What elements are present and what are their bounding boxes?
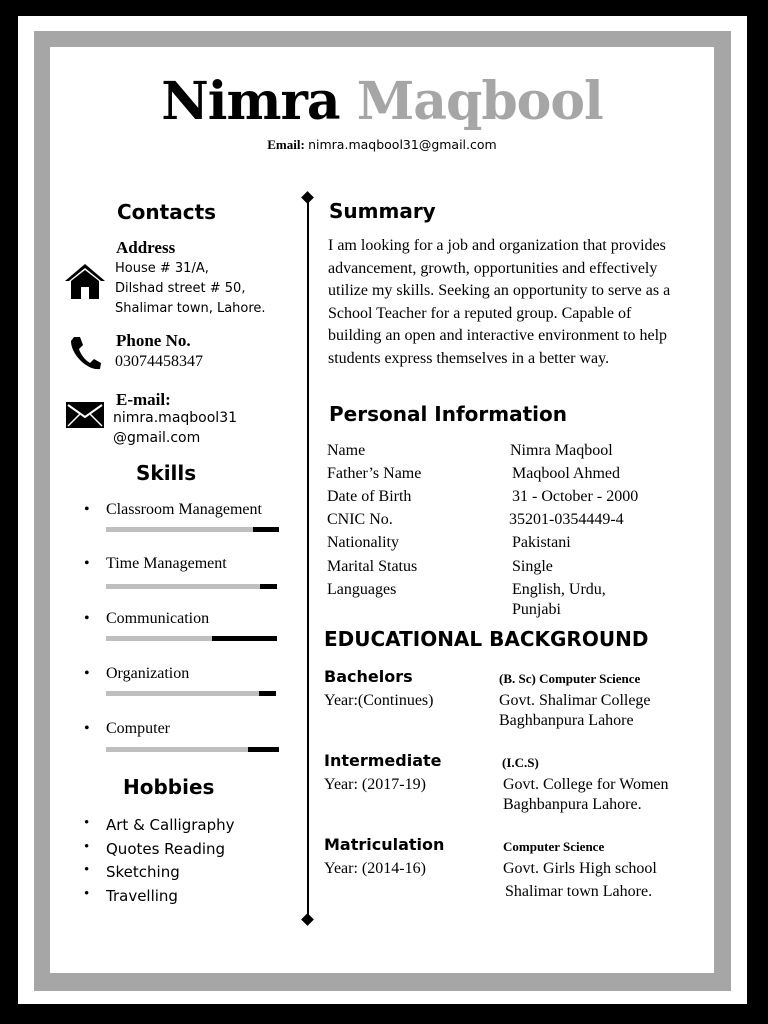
home-icon xyxy=(64,262,106,300)
skill-name: Organization xyxy=(106,665,190,682)
address-line: Shalimar town, Lahore. xyxy=(115,301,266,316)
personal-label: Nationality xyxy=(327,534,399,551)
personal-value: Nimra Maqbool xyxy=(510,442,613,459)
edu-inst: Govt. Shalimar College xyxy=(499,692,651,709)
skill-bar xyxy=(106,527,279,532)
divider-bottom-diamond xyxy=(301,913,314,926)
phone-icon xyxy=(68,335,102,371)
phone-label: Phone No. xyxy=(116,331,191,350)
hobbies-heading: Hobbies xyxy=(123,775,215,799)
skill-item: • Time Management xyxy=(84,555,227,572)
address-label: Address xyxy=(116,238,176,257)
edu-inst: Govt. College for Women xyxy=(503,776,669,793)
skill-item: • Communication xyxy=(84,610,210,627)
skill-name: Computer xyxy=(106,720,170,737)
phone-value: 03074458347 xyxy=(115,353,203,370)
skill-item: • Organization xyxy=(84,665,190,682)
personal-label: Date of Birth xyxy=(327,488,412,505)
personal-value: 35201-0354449-4 xyxy=(509,511,624,528)
envelope-icon xyxy=(66,402,104,428)
address-line: Dilshad street # 50, xyxy=(115,281,246,296)
summary-text: I am looking for a job and organization that provides advancement, growth, opportunities and effectively utilize my skills. Seeking an opportunity to serve as a School Teacher for a reputed group. Capable of building an open and interactive environment to help students express themselves in a better way. xyxy=(328,237,671,367)
personal-value: Maqbool Ahmed xyxy=(512,465,620,482)
skill-item: • Classroom Management xyxy=(84,501,262,518)
column-divider xyxy=(307,199,309,922)
edu-year: Year:(Continues) xyxy=(324,692,434,709)
personal-label: Name xyxy=(327,442,366,459)
personal-value: Pakistani xyxy=(512,534,571,551)
email-line: nimra.maqbool31 xyxy=(113,410,238,426)
skill-name: Time Management xyxy=(106,555,227,572)
edu-year: Year: (2014-16) xyxy=(324,860,426,877)
contacts-heading: Contacts xyxy=(117,200,217,224)
summary-heading: Summary xyxy=(329,199,436,223)
skill-bar xyxy=(106,747,279,752)
header-email-value: nimra.maqbool31@gmail.com xyxy=(308,137,497,152)
skill-name: Communication xyxy=(106,610,210,627)
edu-degree: (I.C.S) xyxy=(502,755,539,770)
education-heading: EDUCATIONAL BACKGROUND xyxy=(324,627,649,651)
skill-bar-fill xyxy=(253,527,279,532)
skill-item: • Computer xyxy=(84,720,170,737)
edu-inst: Baghbanpura Lahore xyxy=(499,712,634,729)
personal-label: Languages xyxy=(327,581,397,598)
personal-value: Single xyxy=(512,558,553,575)
edu-level: Bachelors xyxy=(324,667,413,686)
email-lines xyxy=(113,408,237,448)
skills-heading: Skills xyxy=(136,461,197,485)
skill-bar-fill xyxy=(259,691,276,696)
first-name: Nimra xyxy=(161,71,340,132)
skill-bar xyxy=(106,584,277,589)
last-name: Maqbool xyxy=(356,71,603,132)
personal-value-cont: Punjabi xyxy=(512,601,561,618)
name-title xyxy=(50,71,714,132)
divider-top-diamond xyxy=(301,191,314,204)
edu-year: Year: (2017-19) xyxy=(324,776,426,793)
edu-level: Matriculation xyxy=(324,835,445,854)
email-label: E-mail: xyxy=(116,390,171,409)
hobby-item: • Art & Calligraphy xyxy=(84,815,235,834)
personal-label: CNIC No. xyxy=(327,511,393,528)
skill-bar xyxy=(106,691,276,696)
personal-value: 31 - October - 2000 xyxy=(512,488,639,505)
edu-degree: Computer Science xyxy=(503,839,605,854)
hobby-item: • Travelling xyxy=(84,886,178,905)
edu-inst: Baghbanpura Lahore. xyxy=(503,796,642,813)
edu-inst: Shalimar town Lahore. xyxy=(505,883,653,900)
personal-label: Father’s Name xyxy=(327,465,422,482)
email-line: @gmail.com xyxy=(113,430,201,446)
skill-bar xyxy=(106,636,277,641)
edu-level: Intermediate xyxy=(324,751,442,770)
header-email-label: Email xyxy=(267,137,301,152)
personal-heading: Personal Information xyxy=(329,402,567,426)
skill-bar-fill xyxy=(212,636,277,641)
hobby-item: • Quotes Reading xyxy=(84,839,226,858)
skill-bar-fill xyxy=(248,747,279,752)
skill-name: Classroom Management xyxy=(106,501,262,518)
header-email: Email: nimra.maqbool31@gmail.com xyxy=(267,137,497,152)
address-line: House # 31/A, xyxy=(115,261,209,276)
personal-value: English, Urdu, xyxy=(512,581,606,598)
address-lines xyxy=(115,259,266,319)
skill-bar-fill xyxy=(260,584,277,589)
edu-degree: (B. Sc) Computer Science xyxy=(499,671,641,686)
hobby-item: • Sketching xyxy=(84,862,180,881)
resume-page xyxy=(50,47,714,973)
edu-inst: Govt. Girls High school xyxy=(503,860,657,877)
personal-label: Marital Status xyxy=(327,558,418,575)
